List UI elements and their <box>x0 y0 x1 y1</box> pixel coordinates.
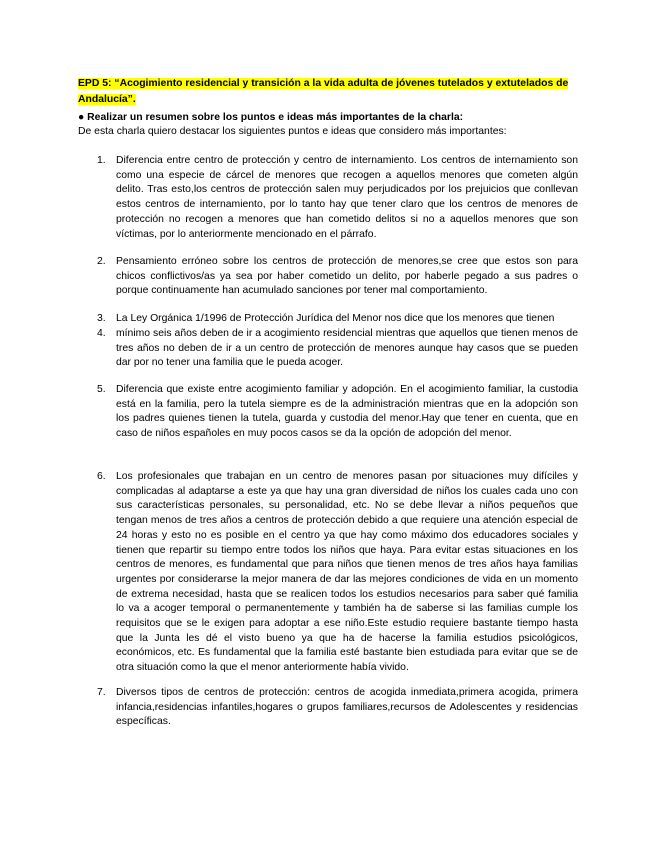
document-title <box>78 76 578 108</box>
list-item <box>97 312 578 327</box>
list-item-number: 1. <box>97 155 106 166</box>
list-item-text: Diferencia entre centro de protección y centro de internamiento. Los centros de internamiento son como una especie de cárcel de menores que recogen a aquellos menores que cometen algún delito. Tras esto,los centros de protección salen muy perjudicados por los prejuicios que conllevan estos centros de internamiento, por lo tanto hay que tener claro que los centros de menores de protección no recogen a menores que han cometido delitos si no a aquellos menores que son víctimas, por lo anteriormente mencionado en el párrafo. <box>116 155 578 240</box>
list-item <box>97 470 578 676</box>
list-item <box>97 686 578 730</box>
list-item <box>97 154 578 242</box>
document-title-text: EPD 5: “Acogimiento residencial y transición a la vida adulta de jóvenes tutelados y extutelados de Andalucía”. <box>78 78 569 105</box>
list-item-text: Pensamiento erróneo sobre los centros de protección de menores,se cree que estos son para chicos conflictivos/as ya sea por haber cometido un delito, por haberle pegado a sus padres o porque continuamente han acumulado sanciones por tener mal comportamiento. <box>116 256 578 297</box>
list-item <box>97 327 578 371</box>
list-item-number: 2. <box>97 256 106 267</box>
list-item-text: Los profesionales que trabajan en un centro de menores pasan por situaciones muy difíciles y complicadas al adaptarse a este ya que hay una gran diversidad de niños los cuales cada uno con sus características personales, su personalidad, etc. No se debe llevar a niños pequeños que tengan menos de tres años a centros de protección debido a que requiere una atención especial de 24 horas y esto no es posible en el centro ya que hay como máximo dos educadores sociales y tienen que repartir su tiempo entre todos los niños que haya. Para evitar estas situaciones en los centros de menores, es fundamental que para niños que tienen menos de tres años haya familias urgentes por considerarse la mejor manera de dar las mejores condiciones de vida en un momento de extrema necesidad, hasta que se realicen todos los estudios necesarios para saber qué familia lo va a acoger temporal o permanentemente y también ha de saberse si las familias cumple los requisitos que se le exigen para adoptar a ese niño.Este estudio requiere bastante tiempo hasta que la Junta les dé el visto bueno ya que ha de hacerse la familia estudios psicológicos, económicos, etc. Es fundamental que la familia esté bastante bien estudiada para evitar que se de otra situación como la que el menor anteriormente había vivido. <box>116 471 578 674</box>
list-item <box>97 383 578 442</box>
list-item-number: 6. <box>97 471 106 482</box>
document-intro: De esta charla quiero destacar los siguientes puntos e ideas que considero más importantes: <box>78 126 507 137</box>
list-item-number: 4. <box>97 328 106 339</box>
list-item-text: La Ley Orgánica 1/1996 de Protección Jurídica del Menor nos dice que los menores que tienen <box>116 313 555 324</box>
list-item-text: mínimo seis años deben de ir a acogimiento residencial mientras que aquellos que tienen menos de tres años no deben de ir a un centro de protección de menores aunque hay casos que se pueden dar por no tener una familia que le pueda acoger. <box>116 328 578 369</box>
list-item-text: Diversos tipos de centros de protección: centros de acogida inmediata,primera acogida, primera infancia,residencias infantiles,hogares o grupos familiares,recursos de Adolescentes y residencias específicas. <box>116 687 578 728</box>
list-item-number: 3. <box>97 313 106 324</box>
list-item <box>97 255 578 299</box>
document-subheading: ● Realizar un resumen sobre los puntos e ideas más importantes de la charla: <box>78 112 464 123</box>
list-item-number: 7. <box>97 687 106 698</box>
list-item-text: Diferencia que existe entre acogimiento familiar y adopción. En el acogimiento familiar, la custodia está en la familia, pero la tutela siempre es de la administración mientras que en la adopción son los padres quienes tienen la tutela, guarda y custodia del menor.Hay que tener en cuenta, que en caso de niños españoles en muy pocos casos se da la opción de adopción del menor. <box>116 384 578 440</box>
list-item-number: 5. <box>97 384 106 395</box>
